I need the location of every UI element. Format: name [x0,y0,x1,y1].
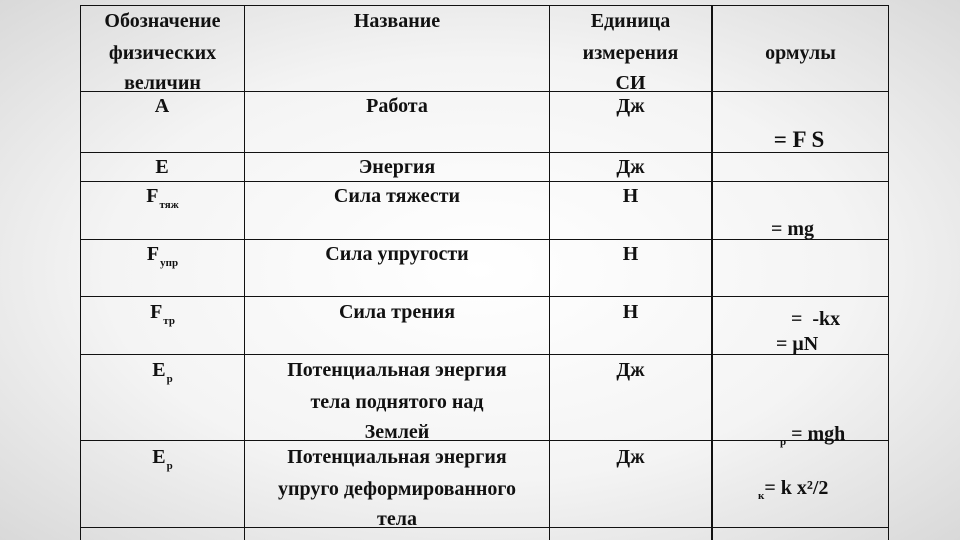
unit-text: Дж [616,95,645,117]
formula-text: = mg [771,218,815,240]
name-line: Сила трения [338,301,456,323]
table-row-unit [550,354,711,386]
table-row-formula [713,124,888,160]
table-row-name [245,180,549,212]
formula-text: = F S [773,127,825,152]
unit-text: Н [622,243,639,265]
symbol-letter: E [152,446,166,468]
table-row-symbol [81,354,244,389]
name-line: тела [377,508,417,530]
header-name [245,5,549,37]
table-row-unit [550,441,711,473]
header-unit-line: СИ [615,72,646,94]
header-formula [713,37,888,69]
table-row-name [245,296,549,328]
name-line: Потенциальная энергия [287,359,507,381]
header-formula-text: ормулы [765,42,836,64]
unit-text: Дж [616,156,645,178]
header-unit-line: Единица [590,10,671,32]
formula-text: = μN [776,333,819,355]
unit-text: Дж [616,446,645,468]
name-line: Энергия [358,156,436,178]
header-unit [550,5,711,97]
table-row-symbol [81,441,244,476]
table-row-symbol [81,238,244,273]
table-row-unit [550,180,711,212]
name-line: тела поднятого над [310,391,484,413]
symbol-letter: F [150,301,163,323]
symbol-subscript: упр [160,257,179,269]
symbol-letter: F [146,185,159,207]
name-line: Землей [364,421,430,443]
formula-text: = k x²/2 [764,477,829,499]
symbol-letter: A [154,95,170,117]
table-row-formula [713,328,888,363]
symbol-letter: E [152,359,166,381]
table-row-name [245,441,549,533]
formula-text: = -kx [791,308,841,330]
header-symbol [81,5,244,97]
formula-text: = mgh [786,423,846,445]
table-row-symbol [81,90,244,125]
table-row-symbol [81,180,244,215]
symbol-subscript: тяж [159,199,179,211]
symbol-subscript: р [166,460,173,472]
name-line: Сила упругости [325,243,469,265]
table-row-unit [550,296,711,328]
table-row-name [245,354,549,446]
table-row-formula [713,213,888,248]
name-line: Потенциальная энергия [287,446,507,468]
name-line: упруго деформированного [277,478,517,500]
formula-prefix: р [780,436,787,448]
table-row-formula [713,472,888,507]
table-row-name [245,90,549,122]
symbol-subscript: р [166,373,173,385]
unit-text: Дж [616,359,645,381]
symbol-subscript: тр [163,315,175,327]
header-symbol-line: физических [108,42,217,64]
formula-prefix: к [758,490,765,502]
table-row-symbol [81,296,244,331]
header-unit-line: измерения [582,42,679,64]
symbol-letter: F [146,243,160,265]
header-symbol-line: величин [124,72,201,94]
header-symbol-line: Обозначение [104,10,221,32]
name-line: Сила тяжести [333,185,461,207]
table-row-unit [550,238,711,270]
table-row-unit [550,151,711,183]
table-row-unit [550,90,711,122]
table-row-formula [713,386,888,485]
name-line: Работа [366,95,428,117]
table-border-right [888,5,889,540]
unit-text: Н [622,185,639,207]
header-name-text: Название [353,10,441,32]
symbol-letter: E [155,156,169,178]
table-row-name [245,151,549,183]
table-row-name [245,238,549,270]
unit-text: Н [622,301,639,323]
